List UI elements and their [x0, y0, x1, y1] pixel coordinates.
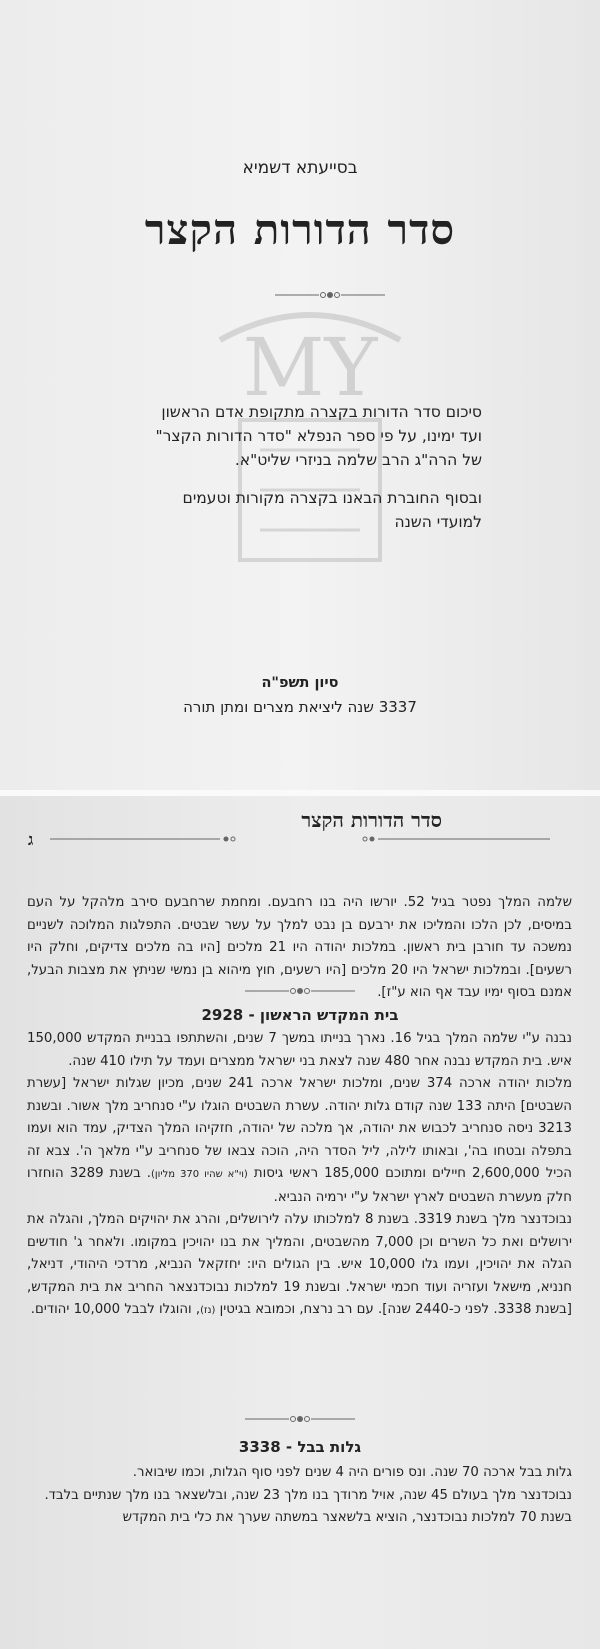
paragraph-text: נבוכדנצר מלך בשנת 3319. בשנת 8 למלכותו עלה לירושלים, והרג את יהויקים המלך, והגלה את ירושלים ואת כל השרים וכן 7,000 מהשבטים, והמליך את בנו יהויכין במקומו. ולאחר ג' חודשים הגלה את יהויכין, ועמו גלו 10,000 איש. בין הגולים היו: יחזקאל הנביא, מרדכי היהודי, דניאל, חנניא, מישאל ועזריה ועוד חכמי ישראל. ובשנת 19 למלכות נבוכדנצאר החריב את בית המקדש, [בשנת 3338. לפני כ-2440 שנה]. עם רב נרצח, וכמובא בגיטין	[27, 1212, 573, 1317]
intro-line: ועד ימינו, על פי ספר הנפלא "סדר הדורות הקצר"	[155, 427, 482, 445]
paragraph-text: גלות בבל ארכה 70 שנה. ונס פורים היה 4 שנים לפני סוף הגלות, וכמו שיבואר.	[132, 1465, 572, 1480]
page-title: סדר הדורות הקצר	[144, 205, 456, 254]
footnote-note: (נז)	[200, 1305, 216, 1316]
header-rule-icon	[50, 832, 550, 846]
section-heading: בית המקדש הראשון - 2928	[201, 1006, 399, 1024]
paragraph-text: . בשנת 3289 הוחזרו חלק מעשרת השבטים לארץ ישראל ע"י ירמיה הנביא.	[27, 1166, 572, 1205]
title-page	[0, 0, 600, 790]
paragraph	[27, 1209, 572, 1323]
footnote-note: (וי"א שהיו 370 מליון)	[151, 1169, 248, 1180]
paragraph-text: נבנה ע"י שלמה המלך בגיל 16. נארך בנייתו במשך 7 שנים, והשתתפו בבניית המקדש 150,000 איש. בית המקדש נבנה אחר 480 שנה לצאת בני ישראל ממצרים ועמד על תילו 410 שנה.	[27, 1031, 572, 1069]
paragraph-text: מלכות יהודה ארכה 374 שנים, ומלכות ישראל ארכה 241 שנים, מכיון שגלות ישראל [עשרת השבטים] היתה 133 שנה קודם גלות יהודה. עשרת השבטים הוגלו ע"י סנחריב מלך אשור. ובשנת 3213 ניסה סנחריב לכבוש את יהודה, אך מלכה של יהודה, חזקיהו המלך הצדיק, עמד הוא ועמו בתפלה ובטחו בה', ובאותו לילה, ליל הסדר היה, הוכה צבאו של סנחריב ע"י מלאך ה'. צבא זה הכיל 2,600,000 חיילים ומתוכם 185,000 ראשי גיסות	[27, 1076, 573, 1181]
sponsor-line: בסייעתא דשמיא	[242, 158, 358, 178]
paragraph-text: נבוכדנצר מלך בעולם 45 שנה, אויל מרודך בנו מלך 23 שנה, ובלשצאר בנו מלך שנתיים בלבד.	[44, 1487, 572, 1503]
section-heading: גלות בבל - 3338	[238, 1438, 362, 1456]
paragraph	[27, 1073, 572, 1209]
intro-line: למועדי השנה	[394, 513, 482, 531]
intro-line: של הרה"ג הרב שלמה בניזרי שליט"א.	[234, 451, 482, 469]
content-page	[0, 796, 600, 1649]
ornament-divider-icon	[245, 1412, 355, 1426]
intro-text	[102, 400, 482, 534]
page-number: ג	[28, 830, 34, 849]
publication-date: סיון תשפ"ה	[261, 675, 339, 691]
years-since-line: 3337 שנה ליציאת מצרים ומתן תורה	[183, 698, 417, 716]
section-body	[27, 1462, 572, 1530]
intro-line: ובסוף החוברת הבאנו בקצרה מקורות וטעמים	[182, 489, 482, 507]
intro-line: סיכום סדר הדורות בקצרה מתקופת אדם הראשון	[161, 403, 482, 421]
section-body	[27, 1028, 572, 1323]
running-head: סדר הדורות הקצר	[301, 808, 442, 832]
ornament-divider-icon	[275, 287, 385, 303]
ornament-divider-icon	[245, 984, 355, 998]
paragraph-text: , והוגלו לבבל 10,000 יהודים.	[30, 1302, 201, 1317]
paragraph-text: בשנת 70 למלכות נבוכדנצר, הוציא בלשאצר במשתה שערך את כלי בית המקדש	[122, 1510, 572, 1525]
svg-text:MY: MY	[242, 321, 378, 414]
paragraph-text: שלמה המלך נפטר בגיל 52. יורשו היה בנו רחבעם. ומחמת שרחבעם סירב מלהקל על העם במיסים, לכן הלכו והמליכו את ירבעם בן נבט למלך על עשר שבטים. התפלגות המלוכה לשניים נמשכה עד חורבן בית ראשון. במלכות יהודה היו 21 מלכים [היו בה מלכים צדיקים, וחלק היו רשעים]. ובמלכות ישראל היו 20 מלכים [היו רשעים, חוץ מיהוא בן נמשי שניתץ את מצבות הבעל, אמנם בסוף ימיו עבד אף הוא ע"ז].	[27, 895, 572, 1000]
